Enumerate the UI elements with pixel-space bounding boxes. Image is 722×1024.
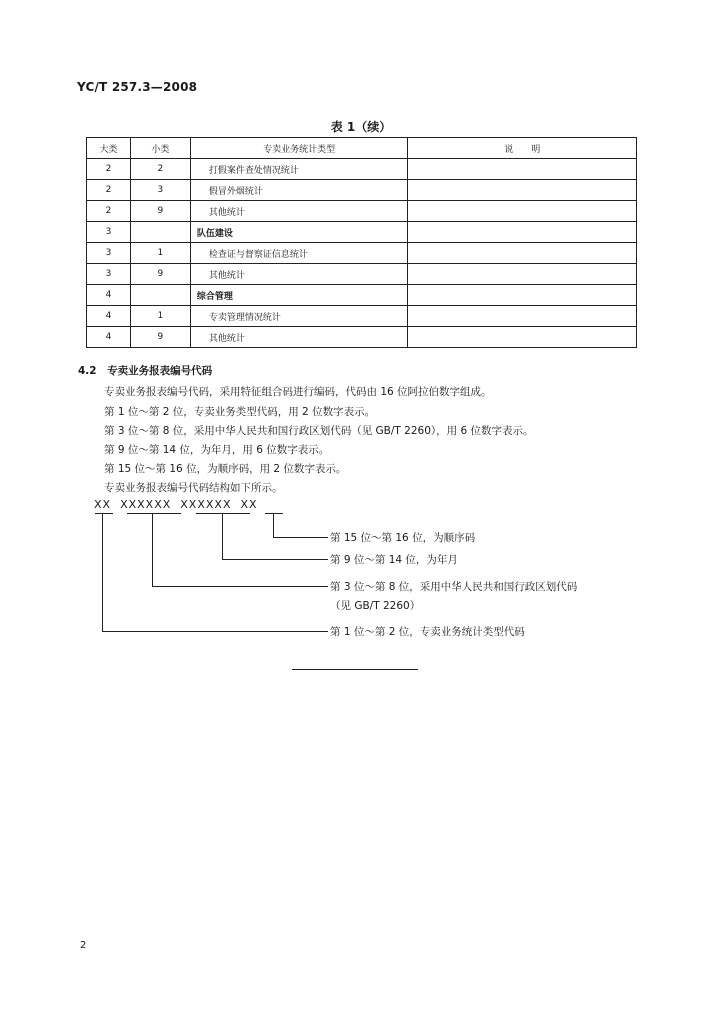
paragraph: 第 1 位～第 2 位，专卖业务类型代码，用 2 位数字表示。 [104, 406, 376, 418]
table-row [87, 222, 637, 243]
paragraph: 专卖业务报表编号代码，采用特征组合码进行编码，代码由 16 位阿拉伯数字组成。 [104, 386, 492, 398]
cell-minor: 1 [130, 306, 190, 327]
table-row [87, 285, 637, 306]
leader-line [222, 514, 223, 559]
end-rule [292, 669, 418, 670]
cell-major: 2 [87, 201, 131, 222]
cell-note [408, 327, 637, 348]
cell-type: 检查证与督察证信息统计 [190, 243, 408, 264]
cell-major: 2 [87, 159, 131, 180]
cell-note [408, 180, 637, 201]
table-row [87, 201, 637, 222]
statistics-type-table [86, 137, 637, 348]
cell-major: 3 [87, 222, 131, 243]
label-region-code: 第 3 位～第 8 位，采用中华人民共和国行政区划代码 [330, 581, 578, 593]
table-row [87, 180, 637, 201]
underline-segment-1 [95, 513, 113, 514]
code-pattern: XX XXXXXX XXXXXX XX [94, 498, 258, 511]
label-type-code: 第 1 位～第 2 位，专卖业务统计类型代码 [330, 626, 525, 638]
cell-type: 假冒外烟统计 [190, 180, 408, 201]
paragraph: 第 3 位～第 8 位，采用中华人民共和国行政区划代码（见 GB/T 2260），用 6 位数字表示。 [104, 425, 534, 437]
page-number: 2 [80, 940, 87, 951]
document-code: YC/T 257.3—2008 [77, 80, 198, 94]
cell-major: 2 [87, 180, 131, 201]
cell-major: 3 [87, 264, 131, 285]
header-note: 说 明 [408, 138, 637, 159]
table-title: 表 1（续） [330, 120, 392, 134]
header-type: 专卖业务统计类型 [190, 138, 408, 159]
table-header-row [87, 138, 637, 159]
cell-note [408, 159, 637, 180]
label-year-month: 第 9 位～第 14 位，为年月 [330, 554, 458, 566]
cell-note [408, 222, 637, 243]
cell-type: 其他统计 [190, 264, 408, 285]
table-row [87, 306, 637, 327]
underline-segment-2 [127, 513, 181, 514]
paragraph: 第 15 位～第 16 位，为顺序码，用 2 位数字表示。 [104, 463, 347, 475]
label-sequence-code: 第 15 位～第 16 位，为顺序码 [330, 532, 476, 544]
leader-line [273, 537, 328, 538]
leader-line [102, 631, 328, 632]
cell-note [408, 243, 637, 264]
cell-minor: 2 [130, 159, 190, 180]
cell-major: 4 [87, 285, 131, 306]
paragraph: 第 9 位～第 14 位，为年月，用 6 位数字表示。 [104, 444, 330, 456]
section-title: 4.2 专卖业务报表编号代码 [78, 365, 213, 377]
cell-minor: 9 [130, 264, 190, 285]
cell-major: 3 [87, 243, 131, 264]
cell-minor: 9 [130, 201, 190, 222]
underline-segment-3 [196, 513, 250, 514]
cell-note [408, 264, 637, 285]
leader-line [152, 514, 153, 586]
cell-minor: 1 [130, 243, 190, 264]
table-row [87, 264, 637, 285]
header-minor: 小类 [130, 138, 190, 159]
cell-note [408, 306, 637, 327]
header-major: 大类 [87, 138, 131, 159]
leader-line [222, 559, 328, 560]
cell-type: 其他统计 [190, 201, 408, 222]
cell-minor [130, 222, 190, 243]
table-row [87, 327, 637, 348]
table-row [87, 243, 637, 264]
cell-type: 专卖管理情况统计 [190, 306, 408, 327]
cell-major: 4 [87, 306, 131, 327]
label-region-code-ref: （见 GB/T 2260） [330, 600, 421, 612]
cell-minor: 3 [130, 180, 190, 201]
cell-type: 打假案件查处情况统计 [190, 159, 408, 180]
table-row [87, 159, 637, 180]
cell-note [408, 201, 637, 222]
cell-type: 其他统计 [190, 327, 408, 348]
paragraph: 专卖业务报表编号代码结构如下所示。 [104, 482, 283, 494]
leader-line [152, 586, 328, 587]
cell-major: 4 [87, 327, 131, 348]
leader-line [102, 514, 103, 631]
cell-type: 综合管理 [190, 285, 408, 306]
cell-type: 队伍建设 [190, 222, 408, 243]
leader-line [273, 514, 274, 537]
cell-note [408, 285, 637, 306]
cell-minor [130, 285, 190, 306]
underline-segment-4 [265, 513, 283, 514]
cell-minor: 9 [130, 327, 190, 348]
